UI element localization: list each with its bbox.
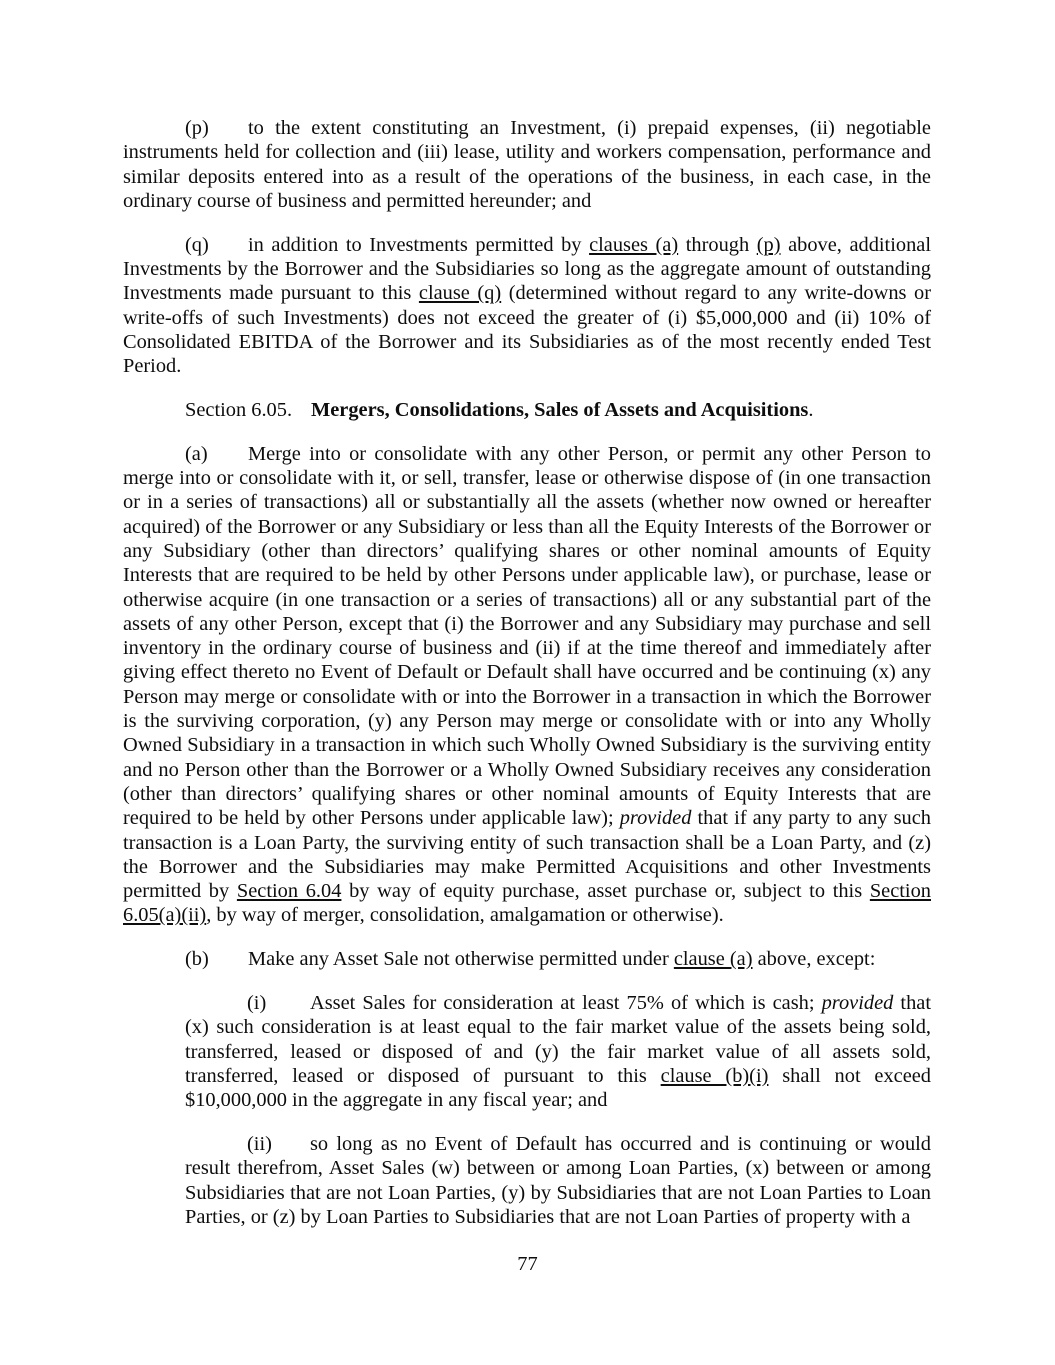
clause-p-text: to the extent constituting an Investment, (i) prepaid expenses, (ii) negotiable instruments held for collection and (iii) lease, utility and workers compensation, performance and similar deposits entered into as a result of the operations of the business, in each case, in the ordinary course of business and permitted hereunder; and <box>123 117 931 212</box>
clause-b-label: (b) <box>185 948 209 971</box>
clause-a <box>123 442 931 928</box>
subclause-b-i-label: (i) <box>247 992 267 1014</box>
cross-reference-clause-a: clause (a) <box>673 948 753 971</box>
section-heading <box>123 398 931 422</box>
section-title: Mergers, Consolidations, Sales of Assets and Acquisitions <box>311 398 809 421</box>
clause-a-text: , by way of merger, consolidation, amalgamation or otherwise). <box>206 904 724 927</box>
subclause-b-i-text: that (x) such consideration is at least equal to the fair market value of the assets being sold, transferred, leased or disposed of and (y) the fair market value of all assets sold, transferred, leased or disposed of pursuant to this <box>185 992 931 1087</box>
cross-reference-section-6-05-a-ii: Section 6.05(a)(ii) <box>123 880 931 927</box>
document-body <box>123 116 931 1249</box>
clause-p <box>123 116 931 213</box>
clause-q-text: in addition to Investments permitted by <box>248 233 590 256</box>
clause-b-text: above, except: <box>752 948 876 971</box>
subclause-b-ii-text: so long as no Event of Default has occurred and is continuing or would result therefrom, Asset Sales (w) between or among Loan Parties, (x) between or among Subsidiaries that are not Loan Parties, (y) by Subsidiaries that are not Loan Parties to Loan Parties, or (z) by Loan Parties to Subsidiaries that are not Loan Parties of property with a <box>185 1132 931 1228</box>
subclause-b-ii-label: (ii) <box>247 1132 272 1155</box>
subclause-b-i-text: Asset Sales for consideration at least 75% of which is cash; <box>310 992 822 1014</box>
clause-a-text: by way of equity purchase, asset purchase or, subject to this <box>341 880 870 903</box>
clause-b <box>123 947 931 971</box>
subclause-b-ii <box>185 1132 931 1229</box>
cross-reference-section-6-04: Section 6.04 <box>236 880 342 903</box>
proviso-term: provided <box>821 992 894 1014</box>
proviso-term: provided <box>619 807 692 830</box>
cross-reference-clauses-a: clauses (a) <box>589 233 679 256</box>
section-number: Section 6.05. <box>185 398 293 421</box>
cross-reference-clause-q: clause (q) <box>418 282 502 305</box>
clause-b-text: Make any Asset Sale not otherwise permitted under <box>248 948 674 971</box>
clause-q-label: (q) <box>185 233 209 256</box>
subclause-b-i <box>185 991 931 1112</box>
clause-q-text: above, additional Investments by the Borrower and the Subsidiaries so long as the aggregate amount of outstanding Investments made pursuant to this <box>123 233 931 305</box>
clause-p-label: (p) <box>185 117 209 139</box>
clause-a-text: Merge into or consolidate with any other Person, or permit any other Person to merge into or consolidate with it, or sell, transfer, lease or otherwise dispose of (in one transaction or in a series of transactions) all or substantially all the assets (whether now owned or hereafter acquired) of the Borrower or any Subsidiary or less than all the Equity Interests of the Borrower or any Subsidiary (other than directors’ qualifying shares or other nominal amounts of Equity Interests that are required to be held by other Persons under applicable law), or purchase, lease or otherwise acquire (in one transaction or a series of transactions) all or any substantial part of the assets of any other Person, except that (i) the Borrower and any Subsidiary may purchase and sell inventory in the ordinary course of business and (ii) if at the time thereof and immediately after giving effect thereto no Event of Default or Default shall have occurred and be continuing (x) any Person may merge or consolidate with or into the Borrower in a transaction in which the Borrower is the surviving corporation, (y) any Person may merge or consolidate with or into any Wholly Owned Subsidiary in a transaction in which such Wholly Owned Subsidiary is the surviving entity and no Person other than the Borrower or a Wholly Owned Subsidiary receives any consideration (other than directors’ qualifying shares or other nominal amounts of Equity Interests that are required to be held by other Persons under applicable law); <box>123 442 931 830</box>
cross-reference-clause-b-i: clause (b)(i) <box>660 1064 769 1087</box>
section-title-period: . <box>808 398 814 421</box>
clause-q <box>123 233 931 379</box>
page-number: 77 <box>517 1253 538 1275</box>
clause-q-text: through <box>678 233 757 256</box>
clause-q-text: (determined without regard to any write-downs or write-offs of such Investments) does not exceed the greater of (i) $5,000,000 and (ii) 10% of Consolidated EBITDA of the Borrower and its Subsidiaries as of the most recently ended Test Period. <box>123 282 932 378</box>
cross-reference-clause-p: (p) <box>756 233 781 256</box>
subclause-b-i-text: shall not exceed $10,000,000 in the aggregate in any fiscal year; and <box>185 1064 932 1112</box>
clause-a-label: (a) <box>185 442 208 465</box>
clause-a-text: that if any party to any such transaction is a Loan Party, the surviving entity of such transaction shall be a Loan Party, and (z) the Borrower and the Subsidiaries may make Permitted Acquisitions and other Investments permitted by <box>123 807 931 903</box>
